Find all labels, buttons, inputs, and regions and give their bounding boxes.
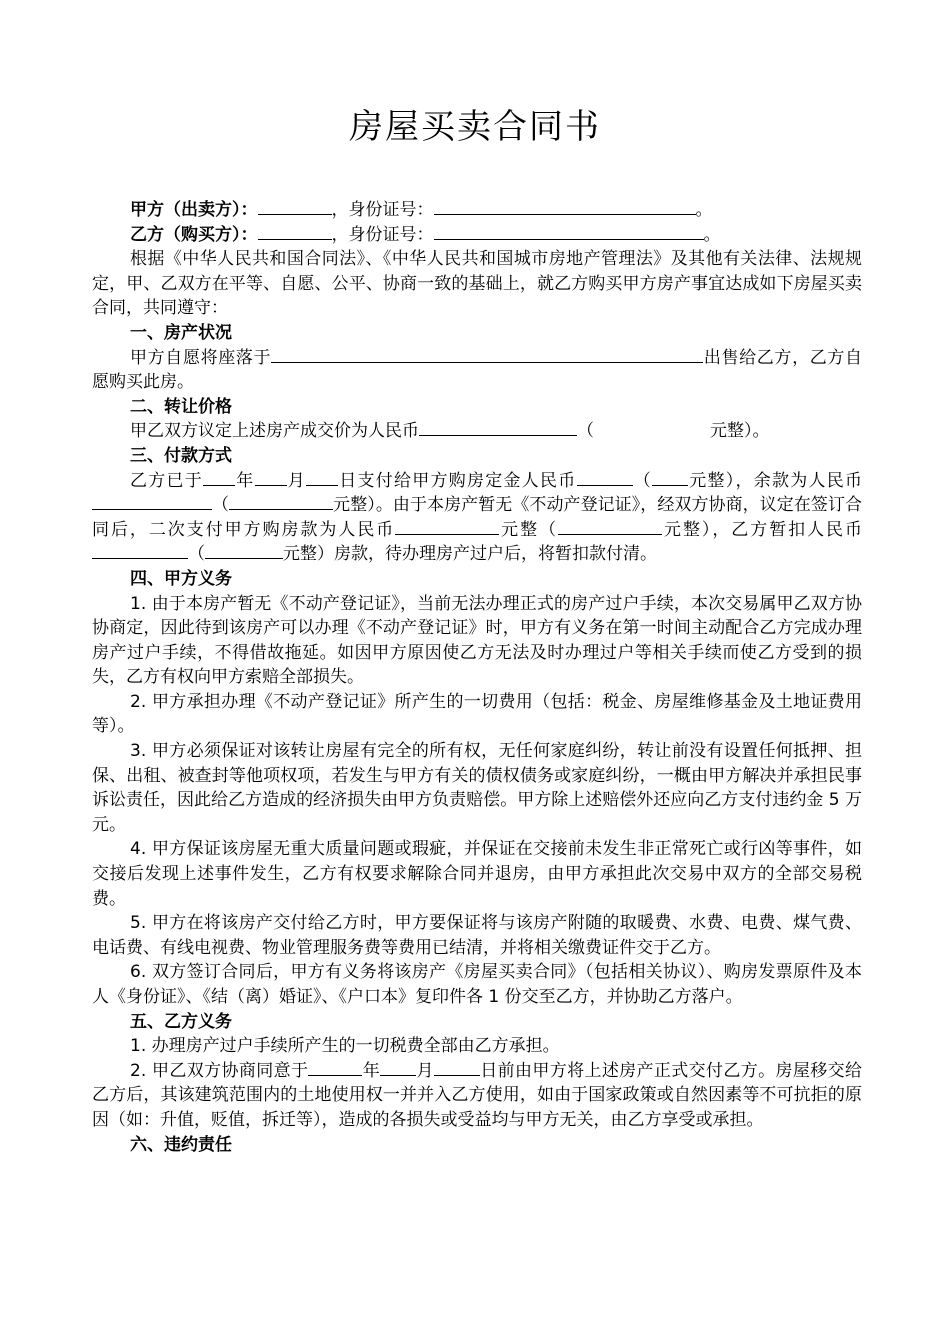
- handover-day-blank: [434, 1059, 480, 1076]
- section-2-heading: 二、转让价格: [130, 396, 232, 417]
- second-payment-words-blank: [558, 518, 662, 535]
- party-b-label: 乙方（购买方）：: [130, 224, 258, 245]
- s3-t9: （: [188, 544, 205, 565]
- section-4-item: 5. 甲方在将该房产交付给乙方时，甲方要保证将与该房产附随的取暖费、水费、电费、煤气费、电话费、有线电视费、物业管理服务费等费用已结清，并将相关缴费证件交于乙方。: [92, 913, 862, 958]
- handover-year-blank: [308, 1059, 362, 1076]
- section-4-item: 3. 甲方必须保证对该转让房屋有完全的所有权，无任何家庭纠纷，转让前没有设置任何抵押、担保、出租、被查封等他项权项，若发生与甲方有关的债权债务或家庭纠纷，一概由甲方解决并承担民事诉讼责任，因此给乙方造成的经济损失由甲方负责赔偿。甲方除上述赔偿外还应向乙方支付违约金 5 万元。: [92, 741, 862, 835]
- party-a-name-blank: [258, 198, 332, 215]
- handover-month-blank: [380, 1059, 416, 1076]
- preamble: 根据《中华人民共和国合同法》、《中华人民共和国城市房地产管理法》及其他有关法律、法规规定，甲、乙双方在平等、自愿、公平、协商一致的基础上，就乙方购买甲方房产事宜达成如下房屋买卖合同，共同遵守：: [92, 249, 862, 319]
- s3-t10: 元整）房款，待办理房产过户后，将暂扣款付清。: [283, 544, 657, 565]
- s3-t5: （: [212, 495, 230, 516]
- s3-month: 月: [286, 470, 306, 491]
- party-a-id-blank: [434, 198, 696, 215]
- section-2-text: [92, 419, 862, 444]
- party-b-id-label: ，身份证号：: [331, 224, 434, 245]
- party-a-label: 甲方（出卖方）：: [130, 200, 258, 220]
- s2-t3: 元整）。: [710, 421, 770, 442]
- contract-body: [92, 198, 862, 1157]
- deposit-year-blank: [203, 469, 235, 486]
- section-4-item: 2. 甲方承担办理《不动产登记证》所产生的一切费用（包括：税金、房屋维修基金及土地证费用等）。: [92, 691, 862, 737]
- deposit-words-blank: [652, 469, 688, 486]
- s3-t4: 元整），余款为人民币: [688, 470, 862, 491]
- party-a-id-label: ，身份证号：: [331, 200, 434, 220]
- balance-amount-blank: [92, 493, 212, 510]
- party-b-id-blank: [434, 223, 704, 240]
- s5-year: 年: [362, 1060, 381, 1081]
- s3-t2: 日支付给甲方购房定金人民币: [338, 470, 577, 491]
- page-title: 房屋买卖合同书: [349, 107, 601, 147]
- s5-item2-a: 2. 甲乙双方协商同意于: [130, 1060, 309, 1081]
- s3-year: 年: [235, 470, 255, 491]
- section-1-text: [92, 346, 862, 395]
- party-b-end: 。: [703, 224, 721, 245]
- section-4-item: 4. 甲方保证该房屋无重大质量问题或瑕疵，并保证在交接前未发生非正常死亡或行凶等事件，如交接后发现上述事件发生，乙方有权要求解除合同并退房，由甲方承担此次交易中双方的全部交易税费。: [92, 839, 862, 909]
- party-b-name-blank: [258, 223, 332, 240]
- s3-t7: 元整（: [499, 519, 559, 540]
- section-4-item: 6. 双方签订合同后，甲方有义务将该房产《房屋买卖合同》（包括相关协议）、购房发票原件及本人《身份证》、《结（离）婚证》、《户口本》复印件各 1 份交至乙方，并协助乙方落户。: [92, 962, 862, 1007]
- price-blank: [419, 419, 577, 436]
- s5-item2-b: 日前由甲方将上述房产正式交付乙方。房屋移交给乙方后，其该建筑范围内的土地使用权一并并入乙方使用，如由于国家政策或自然因素等不可抗拒的原因（如：升值，贬值，拆迁等），造成的各损失或受益均与甲方无关，由乙方享受或承担。: [92, 1060, 863, 1130]
- section-5-item-1: 1. 办理房产过户手续所产生的一切税费全部由乙方承担。: [130, 1036, 560, 1057]
- s2-t1: 甲乙双方议定上述房产成交价为人民币: [130, 421, 419, 442]
- section-5-heading: 五、乙方义务: [130, 1011, 232, 1032]
- party-a-end: 。: [695, 200, 713, 220]
- deposit-day-blank: [306, 469, 338, 486]
- s3-t1: 乙方已于: [130, 470, 203, 491]
- second-payment-blank: [395, 518, 499, 535]
- section-3-heading: 三、付款方式: [130, 445, 232, 466]
- s2-t2: （: [577, 421, 594, 442]
- s3-t8: 元整），乙方暂扣人民币: [662, 519, 863, 540]
- balance-words-blank: [229, 493, 333, 510]
- s1-t2: 出售给乙方，乙方自愿购买此房。: [92, 347, 863, 393]
- section-6-heading: 六、违约责任: [130, 1134, 232, 1155]
- withheld-words-blank: [205, 542, 283, 559]
- section-5-item-2: [92, 1059, 862, 1133]
- section-3-text: [92, 469, 862, 567]
- section-1-heading: 一、房产状况: [130, 322, 232, 343]
- section-4-item: 1. 由于本房产暂无《不动产登记证》，当前无法办理正式的房产过户手续，本次交易属甲乙双方协协商定，因此待到该房产可以办理《不动产登记证》时，甲方有义务在第一时间主动配合乙方完成办理房产过户手续，不得借故拖延。如因甲方原因使乙方无法及时办理过户等相关手续而使乙方受到的损失，乙方有权向甲方索赔全部损失。: [92, 593, 862, 688]
- section-4-heading: 四、甲方义务: [130, 568, 232, 589]
- property-location-blank: [271, 346, 703, 363]
- party-a-line: [92, 198, 862, 223]
- s1-t1: 甲方自愿将座落于: [130, 347, 272, 368]
- withheld-amount-blank: [92, 542, 188, 559]
- deposit-month-blank: [255, 469, 287, 486]
- s3-t3: （: [632, 470, 652, 491]
- party-b-line: [92, 223, 862, 248]
- deposit-amount-blank: [577, 469, 633, 486]
- s3-t6: 元整）。由于本房产暂无《不动产登记证》，经双方协商，议定在签订合同后，二次支付甲方购房款为人民币: [92, 495, 863, 540]
- s5-month: 月: [416, 1060, 434, 1081]
